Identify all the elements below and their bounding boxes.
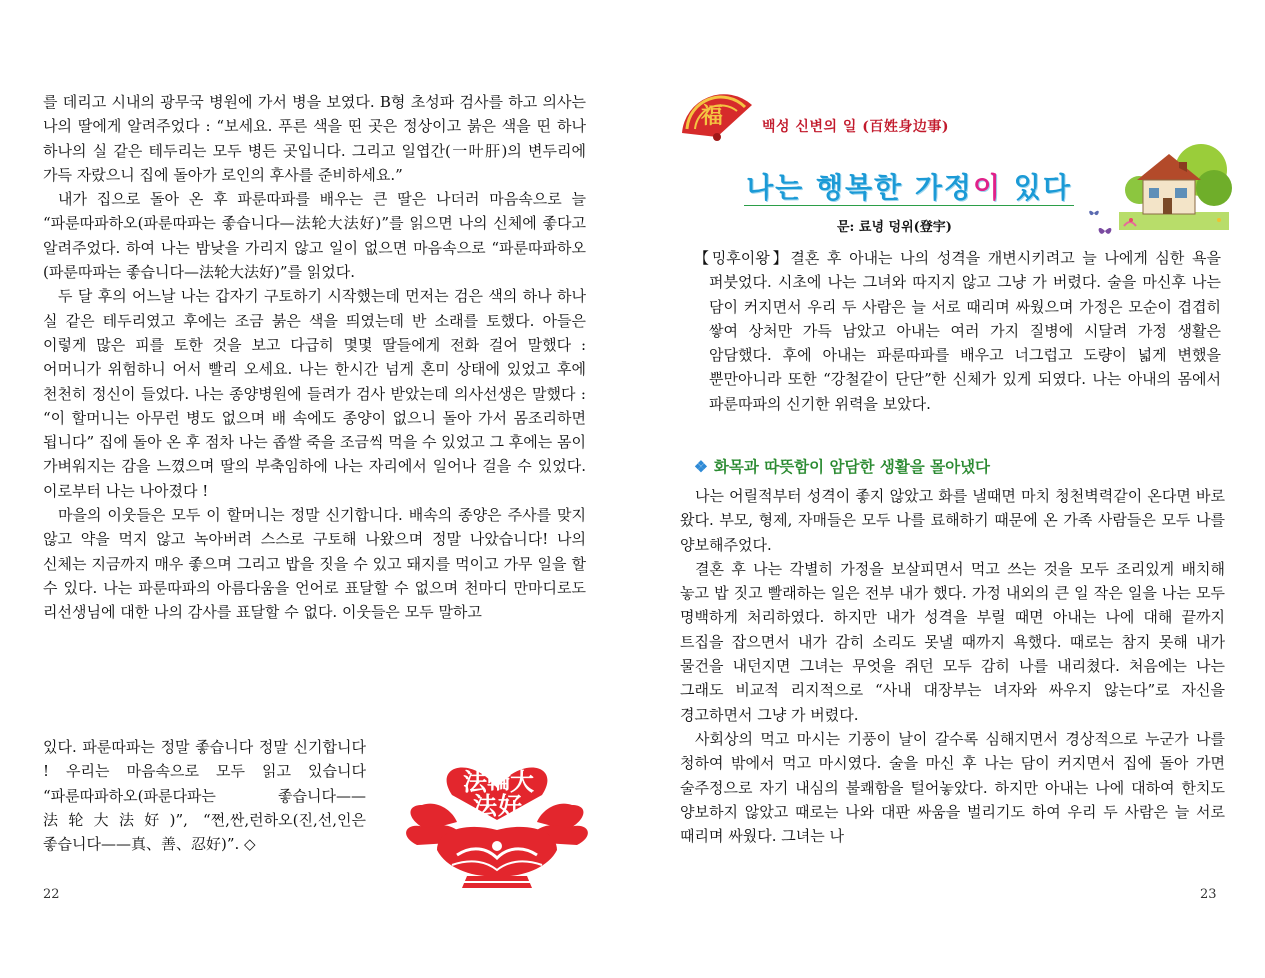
subheading-text: 화목과 따뜻함이 암담한 생활을 몰아냈다 (713, 457, 991, 476)
left-paragraph-5: 있다. 파룬따파는 정말 좋습니다 정말 신기합니다 ! 우리는 마음속으로 모두 읽고 있습니다 “파룬따파하오(파룬다파는 좋습니다——法轮大法好)”, “쩐,싼,런하오(진,선,인은 좋습니다——真、善、忍好)”. ◇ (43, 738, 366, 854)
title-part-4: 이 (972, 171, 1003, 204)
left-narrow-text (43, 735, 366, 856)
left-page (0, 0, 632, 978)
intro-text (694, 246, 1221, 416)
left-paragraph-4: 마을의 이웃들은 모두 이 할머니는 정말 신기합니다. 배속의 종양은 주사를 맞지 않고 약을 먹지 않고 녹아버려 스스로 구토해 나왔으며 정말 나았습니다! 나의 신체는 지금까지 매우 좋으며 그리고 밥을 짓을 수 있고 돼지를 먹이고 가무 일을 할 수 있다. 나는 파룬따파의 아름다움을 언어로 표달할 수 없으며 천마디 만마디로도 리선생님에 대한 나의 감사를 표달할 수 없다. 이웃들은 모두 말하고 (43, 506, 586, 622)
right-paragraph-2: 결혼 후 나는 각별히 가정을 보살피면서 먹고 쓰는 것을 모두 조리있게 배치해 놓고 밥 짓고 빨래하는 일은 전부 내가 했다. 가정 내외의 큰 일 작은 일을 나는 모두 명백하게 처리하였다. 하지만 내가 성격을 부릴 때면 아내는 나에 대해 끝까지 트집을 잡으면서 내가 감히 소리도 못낼 때까지 욕했다. 때로는 참지 못해 내가 물건을 내던지면 그녀는 무엇을 쥐던 모두 감히 나를 내리쳤다. 처음에는 나는 그래도 비교적 리지적으로 “사내 대장부는 녀자와 싸우지 않는다”로 자신을 경고하면서 그냥 가 버렸다. (680, 559, 1225, 724)
right-paragraph-1: 나는 어릴적부터 성격이 좋지 않았고 화를 낼때면 마치 청천벽력같이 온다면 바로 왔다. 부모, 형제, 자매들은 모두 나를 료해하기 때문에 온 가족 사람들은 모두 나를 양보해주었다. (680, 487, 1225, 554)
right-page (632, 0, 1265, 978)
subheading (694, 455, 990, 477)
left-body-text (43, 90, 586, 625)
title-part-2: 행복한 (815, 171, 904, 204)
title-part-1: 나는 (746, 171, 816, 204)
seal-char-1: 法 (463, 768, 487, 796)
svg-text:福: 福 (701, 103, 724, 129)
seal-char-2: 輪 (487, 766, 511, 794)
left-paragraph-1: 를 데리고 시내의 광무국 병원에 가서 병을 보였다. B형 초성파 검사를 하고 의사는 나의 딸에게 알려주었다 : “보세요. 푸른 색을 띤 곳은 정상이고 붉은 색을 띤 하나 하나의 실 같은 테두리는 모두 병든 곳입니다. 그리고 일엽간(一叶肝)의 변두리에 가득 자랐으니 집에 돌아가 로인의 후사를 준비하세요.” (43, 93, 586, 184)
intro-paragraph: 【밍후이왕】결혼 후 아내는 나의 성격을 개변시키려고 늘 나에게 심한 욕을 퍼붓었다. 시초에 나는 그녀와 따지지 않고 그냥 가 버렸다. 술을 마신후 나는 담이 커지면서 우리 두 사람은 늘 서로 때리며 싸웠으며 가정은 모순이 겹겹히 쌓여 상처만 가득 남았고 아내는 여러 가지 질병에 시달려 가정 생활은 암담했다. 후에 아내는 파룬따파를 배우고 너그럽고 도량이 넓게 변했을 뿐만아니라 또한 “강철같이 단단”한 신체가 있게 되였다. 나는 아내의 몸에서 파룬따파의 신기한 위력을 보았다. (694, 249, 1221, 413)
right-body-text (680, 484, 1225, 848)
article-title (744, 166, 1074, 206)
diamond-bullet-icon: ❖ (694, 457, 708, 476)
section-title: 백성 신변의 일 (百姓身边事) (762, 119, 950, 135)
house-illustration (1119, 140, 1229, 230)
author-byline: 문: 료녕 덩위(登宇) (837, 220, 952, 235)
fan-decoration-icon (677, 85, 757, 145)
title-part-5: 있다 (1002, 171, 1072, 204)
seal-char-4: 法 (473, 792, 497, 820)
page-number-right: 23 (1200, 887, 1217, 902)
left-paragraph-3: 두 달 후의 어느날 나는 갑자기 구토하기 시작했는데 먼저는 검은 색의 하나 하나 실 같은 테두리였고 후에는 조금 붉은 색을 띄였는데 반 소래를 토했다. 아들은 이렇게 많은 피를 토한 것을 보고 다급히 몇몇 딸들에게 전화 걸어 말했다 : 어머니가 위험하니 어서 빨리 오세요. 나는 한시간 넘게 혼미 상태에 있었고 후에 천천히 정신이 들었다. 나는 종양병원에 들려가 검사 받았는데 의사선생은 말했다 : “이 할머니는 아무런 병도 없으며 배 속에도 종양이 없으니 돌아 가서 몸조리하면 됩니다” 집에 돌아 온 후 점차 나는 좁쌀 죽을 조금씩 먹을 수 있었고 그 후에는 몸이 가벼워지는 감을 느꼈으며 딸의 부축임하에 나는 자리에서 일어나 걸을 수 있었다. 이로부터 나는 나아졌다 ! (43, 287, 586, 500)
title-underline (744, 205, 1074, 206)
left-paragraph-2: 내가 집으로 돌아 온 후 파룬따파를 배우는 큰 딸은 나더러 마음속으로 늘 “파룬따파하오(파룬따파는 좋습니다—法轮大法好)”를 읽으면 나의 신체에 좋다고 알려주었다. 하여 나는 밤낮을 가리지 않고 일이 없으면 마음속으로 “파룬따파하오(파룬따파는 좋습니다—法轮大法好)”를 읽었다. (43, 190, 586, 282)
butterfly-icon (1088, 208, 1100, 218)
title-part-3: 가정 (903, 171, 973, 204)
butterfly-icon (1097, 225, 1113, 237)
lotus-seal-illustration (397, 750, 597, 890)
right-paragraph-3: 사회상의 먹고 마시는 기풍이 날이 갈수록 심해지면서 경상적으로 누군가 나를 청하여 밖에서 먹고 마시였다. 술을 마신 후 나는 담이 커지면서 집에 돌아 가면 술주정으로 자기 내심의 불쾌함을 털어놓았다. 하지만 아내는 나에 대하여 한치도 양보하지 않았고 때로는 나와 대판 싸움을 벌리기도 하여 우리 두 사람은 늘 서로 때리며 싸웠다. 그녀는 나 (680, 729, 1225, 846)
page-number-left: 22 (43, 887, 60, 902)
seal-char-3: 大 (510, 768, 534, 796)
seal-char-5: 好 (498, 792, 522, 820)
